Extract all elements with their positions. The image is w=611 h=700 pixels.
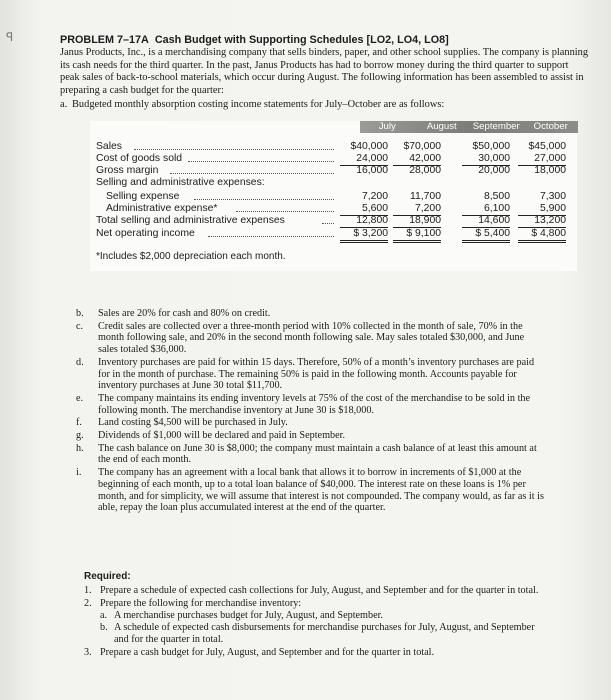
required-section	[84, 571, 544, 659]
problem-heading: Cash Budget with Supporting Schedules [LO2, LO4, LO8]	[154, 34, 449, 46]
row-net-operating-income: Net operating income $ 3,200 $ 9,100 $ 5,400 $ 4,800	[90, 228, 577, 240]
required-1: 1. Prepare a schedule of expected cash collections for July, August, and September and for the quarter in total.	[84, 584, 539, 596]
margin-mark: ꟼ	[6, 30, 14, 44]
list-item: h. The cash balance on June 30 is $8,000; the company must maintain a cash balance of at least this amount at the end of each month.	[76, 442, 537, 466]
problem-title	[60, 34, 590, 46]
list-item: g. Dividends of $1,000 will be declared and paid in September.	[76, 430, 345, 442]
list-item: d. Inventory purchases are paid for within 15 days. Therefore, 50% of a month’s inventory purchases are paid for in the month of purchase. The remaining 50% is paid in the following month. Accounts payable for inventory purchases at June 30 total $11,700.	[76, 356, 535, 392]
table-footnote: *Includes $2,000 depreciation each month.	[96, 251, 286, 263]
problem-number: PROBLEM 7–17A	[60, 34, 149, 46]
list-item: i. The company has an agreement with a local bank that allows it to borrow in increments of $1,000 at the beginning of each month, up to a total loan balance of $40,000. The interest rate on these loans is 1% per month, and for simplicity, we will assume that interest is not compounded. The company would, as far as it is able, repay the loan plus accumulated interest at the end of the quarter.	[76, 467, 544, 514]
col-august: August	[426, 121, 457, 133]
col-july: July	[378, 121, 396, 133]
list-item: f. Land costing $4,500 will be purchased in July.	[76, 417, 288, 429]
required-2b: b. A schedule of expected cash disbursements for merchandise purchases for July, August, and September and for the quarter in total.	[100, 621, 535, 645]
assumption-list	[76, 307, 546, 514]
row-sales: Sales $40,000 $70,000 $50,000 $45,000	[96, 141, 566, 153]
required-3: 3. Prepare a cash budget for July, August, and September and for the quarter in total.	[84, 647, 435, 659]
item-a-label: a.	[60, 99, 68, 111]
item-a-text: Budgeted monthly absorption costing income statements for July–October are as follows:	[72, 99, 445, 111]
list-item: c. Credit sales are collected over a three-month period with 10% collected in the month of sale, 70% in the month following sale, and 20% in the second month following sale. May sales totaled $30,000, and June sales totaled $36,000.	[76, 320, 525, 356]
problem-text	[60, 34, 590, 271]
required-heading: Required:	[84, 571, 131, 582]
income-statement-table	[90, 121, 577, 271]
item-a	[60, 99, 590, 111]
row-admin-expense: Administrative expense* 5,600 7,200 6,100 5,900	[106, 203, 566, 215]
row-cogs: Cost of goods sold 24,000 42,000 30,000 27,000	[96, 153, 566, 165]
required-2a: a. A merchandise purchases budget for July, August, and September.	[100, 610, 383, 622]
row-sga-heading: Selling and administrative expenses:	[96, 177, 265, 189]
table-header	[360, 121, 578, 133]
col-september: September	[472, 121, 520, 133]
list-item: b. Sales are 20% for cash and 80% on credit.	[76, 308, 271, 319]
row-selling-expense: Selling expense 7,200 11,700 8,500 7,300	[106, 191, 566, 203]
problem-intro: Janus Products, Inc., is a merchandising company that sells binders, paper, and other school supplies. The company is planning its cash needs for the third quarter. In the past, Janus Products has had to borrow money during the third quarter to support peak sales of back-to-school materials, which occur during August. The following information has been assembled to assist in preparing a cash budget for the quarter:	[60, 47, 589, 96]
col-october: October	[533, 121, 568, 133]
row-total-sga: Total selling and administrative expenses 12,800 18,900 14,600 13,200	[96, 215, 566, 227]
row-gross-margin: Gross margin 16,000 28,000 20,000 18,000	[96, 165, 566, 177]
required-2: 2. Prepare the following for merchandise inventory:	[84, 598, 302, 610]
list-item: e. The company maintains its ending inventory levels at 75% of the cost of the merchandise to be sold in the following month. The merchandise inventory at June 30 is $18,000.	[76, 392, 531, 416]
